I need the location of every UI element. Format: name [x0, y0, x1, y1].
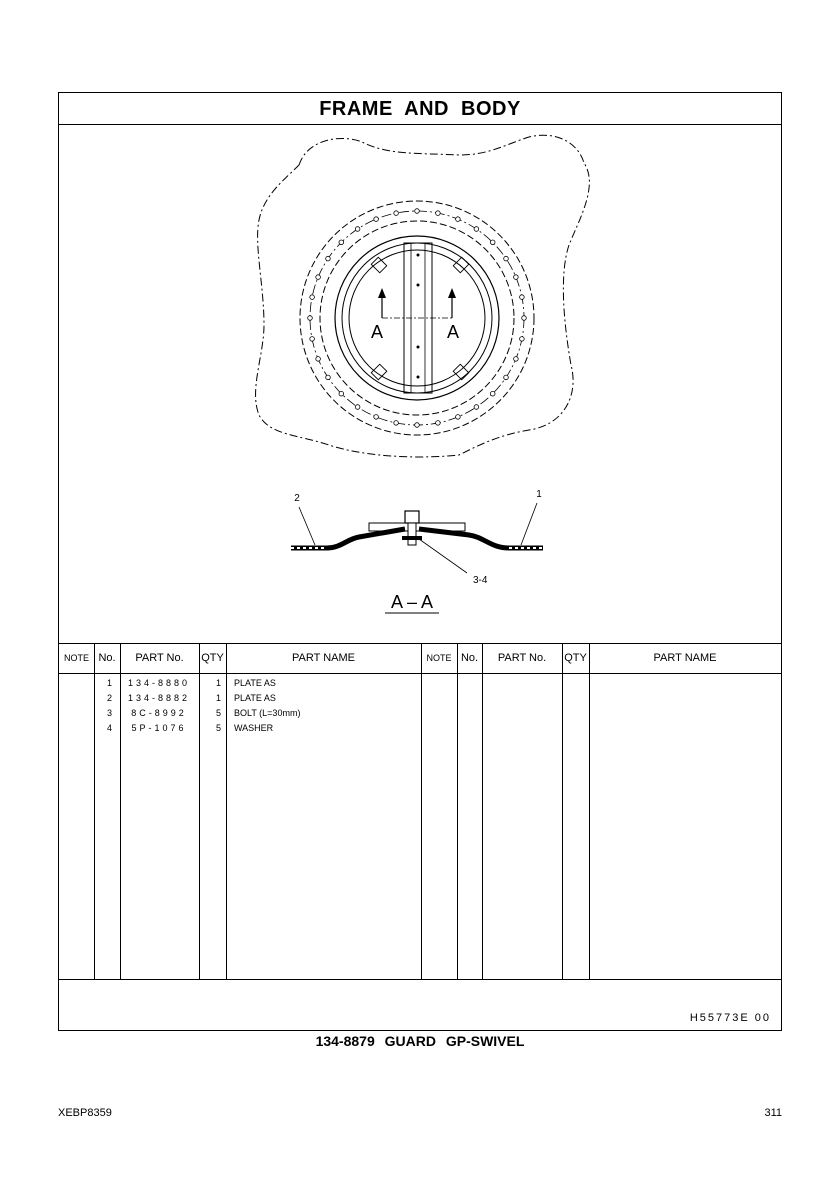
row-no: 2 [106, 693, 112, 703]
drawing-reference: H55773E 00 [689, 1012, 771, 1024]
section-marker-left: A [370, 322, 384, 342]
bolt-hole [394, 211, 399, 216]
parts-table-body [59, 674, 781, 979]
inner-ring-2 [342, 243, 492, 393]
sheet-footer [59, 979, 781, 1030]
bolt-hole [374, 217, 379, 222]
header-note-right: NOTE [426, 653, 452, 663]
bolt-hole [355, 227, 360, 232]
callout-1: 1 [536, 489, 542, 500]
plate-left-section [291, 529, 405, 548]
parts-sheet-frame [58, 92, 782, 1031]
frame-outline [256, 135, 590, 457]
bolt-hole [374, 415, 379, 420]
bolt-hole [326, 375, 331, 380]
page-number: 311 [764, 1107, 782, 1119]
row-part-no: 8C-8992 [131, 708, 187, 718]
row-part-no: 134-8882 [127, 693, 191, 703]
bolt-hole [520, 295, 525, 300]
row-no: 4 [106, 723, 112, 733]
bolt-hole [514, 357, 519, 362]
row-qty: 1 [215, 678, 221, 688]
plate-right-section [419, 529, 543, 548]
parts-table-header [59, 643, 781, 674]
bolt-hole [415, 423, 420, 428]
header-qty-right: QTY [564, 652, 587, 664]
bolt-hole [504, 256, 509, 261]
bolt-hole [339, 240, 344, 245]
row-part-name: WASHER [234, 723, 274, 733]
bolt-hole [355, 405, 360, 410]
header-no-right: No. [460, 652, 479, 664]
row-part-no: 134-8880 [127, 678, 191, 688]
bolt-hole [474, 227, 479, 232]
header-note-left: NOTE [63, 653, 89, 663]
header-part-no-right: PART No. [497, 652, 547, 664]
row-part-name: BOLT (L=30mm) [234, 708, 301, 718]
bolt-hole [310, 337, 315, 342]
inner-ring [335, 236, 499, 400]
bolt-hole [310, 295, 315, 300]
overlap-plate [369, 523, 465, 531]
bolt-hole [436, 421, 441, 426]
bolt-hole [308, 316, 313, 321]
row-qty: 5 [215, 708, 221, 718]
section-arrow-left [378, 288, 386, 298]
row-qty: 1 [215, 693, 221, 703]
row-part-name: PLATE AS [234, 693, 276, 703]
assembly-drawing [59, 125, 781, 643]
document-code: XEBP8359 [58, 1107, 112, 1119]
inner-ring-3 [349, 250, 485, 386]
bolt-hole [504, 375, 509, 380]
pad-bottom-right [453, 364, 469, 380]
header-qty-left: QTY [201, 652, 224, 664]
section-marker-right: A [446, 322, 460, 342]
bolt-hole [415, 209, 420, 214]
bolt-hole [456, 217, 461, 222]
bolt-hole [490, 240, 495, 245]
header-part-no-left: PART No. [135, 652, 184, 664]
header-part-name-left: PART NAME [292, 652, 355, 664]
callout-2: 2 [294, 493, 300, 504]
bolt-hole [490, 391, 495, 396]
assembly-caption: 134-8879 GUARD GP-SWIVEL [315, 1033, 525, 1049]
row-no: 1 [106, 678, 112, 688]
bolt-shank [408, 523, 416, 545]
bolt-holes [308, 209, 527, 428]
bolt-hole [326, 256, 331, 261]
pad-top-right [453, 257, 469, 273]
bolt-hole [316, 275, 321, 280]
bolt-hole [522, 316, 527, 321]
bolt-hole [436, 211, 441, 216]
bolt-hole [474, 405, 479, 410]
bolt-hole [339, 391, 344, 396]
leader-1 [521, 503, 537, 545]
row-part-name: PLATE AS [234, 678, 276, 688]
row-qty: 5 [215, 723, 221, 733]
leader-3-4 [419, 539, 467, 573]
header-no-left: No. [98, 652, 116, 664]
pad-top-left [371, 257, 387, 273]
section-arrow-right [448, 288, 456, 298]
bolt-hole [394, 421, 399, 426]
header-part-name-right: PART NAME [653, 652, 717, 664]
bolt-hole [520, 337, 525, 342]
bolt-hole [514, 275, 519, 280]
row-part-no: 5P-1076 [131, 723, 187, 733]
page-title: FRAME AND BODY [59, 93, 781, 125]
bolt-hole [316, 357, 321, 362]
row-no: 3 [106, 708, 112, 718]
bolt-head [405, 511, 419, 523]
callout-3-4: 3-4 [473, 575, 488, 586]
section-label: A – A [390, 592, 434, 612]
leader-2 [299, 507, 315, 545]
bolt-hole [456, 415, 461, 420]
